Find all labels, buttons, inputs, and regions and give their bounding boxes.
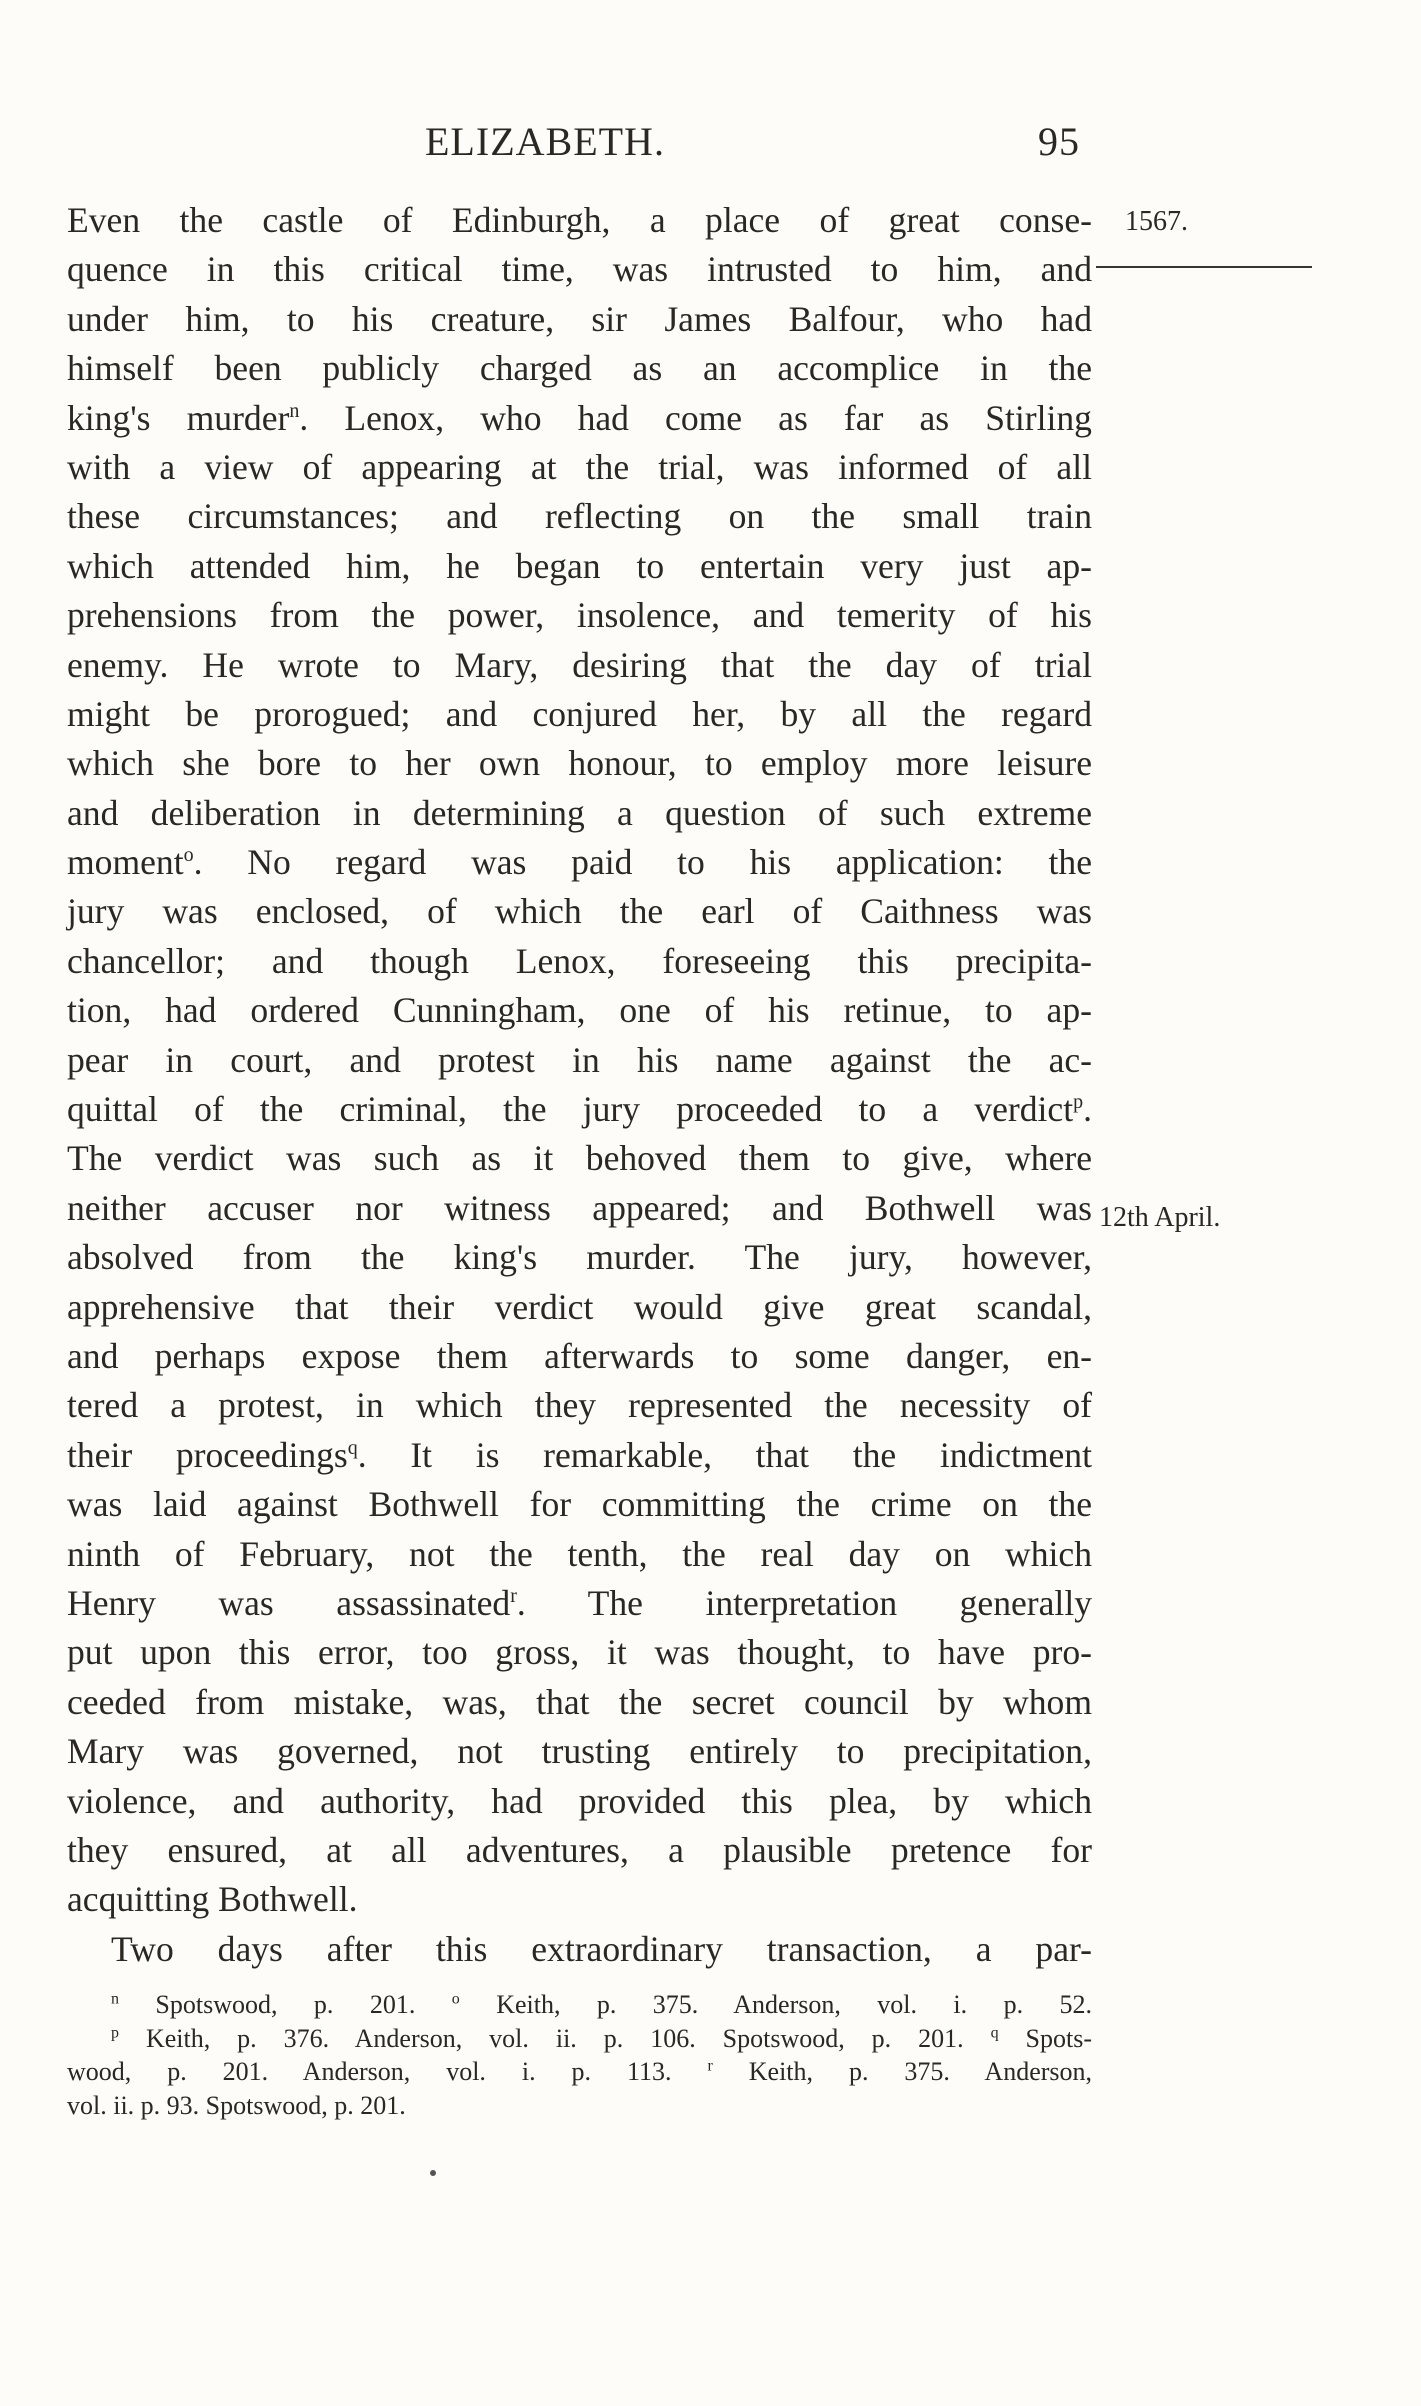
body-line: acquitting Bothwell. xyxy=(67,1879,358,1920)
running-title: ELIZABETH. xyxy=(425,119,665,164)
footnote-text: Keith, p. 375. Anderson, vol. i. p. 52. xyxy=(496,1990,1093,2019)
body-line: Mary was governed, not trusting entirely to precipitation, xyxy=(67,1731,1092,1772)
body-line: The verdict was such as it behoved them to give, where xyxy=(67,1138,1092,1179)
footnote-line xyxy=(67,2055,1092,2089)
body-line: under him, to his creature, sir James Balfour, who had xyxy=(67,298,1092,339)
footnote-mark: o xyxy=(451,1990,460,2008)
body-line: was laid against Bothwell for committing the crime on the xyxy=(67,1484,1092,1525)
footnote-mark: r xyxy=(510,1585,517,1608)
body-line: apprehensive that their verdict would give great scandal, xyxy=(67,1286,1092,1327)
body-line: put upon this error, too gross, it was thought, to have pro- xyxy=(67,1632,1092,1673)
body-text-run: . Lenox, who had come as far as Stirling xyxy=(299,397,1092,438)
page-number: 95 xyxy=(1038,119,1080,164)
body-text-run: . The interpretation generally xyxy=(516,1582,1092,1623)
footnote-entry xyxy=(67,2024,964,2053)
body-line: tered a protest, in which they represented the necessity of xyxy=(67,1385,1092,1426)
body-line xyxy=(67,838,1092,887)
running-header xyxy=(425,118,1080,178)
margin-note-date: 12th April. xyxy=(1099,1202,1221,1233)
body-line: neither accuser nor witness appeared; and Bothwell was xyxy=(67,1187,1092,1228)
body-line xyxy=(67,1085,1092,1134)
footnote-mark: p xyxy=(111,2023,119,2041)
footnote-text: wood, p. 201. Anderson, vol. i. p. 113. xyxy=(67,2057,672,2086)
body-line: they ensured, at all adventures, a plausible pretence for xyxy=(67,1829,1092,1870)
body-line: violence, and authority, had provided this plea, by which xyxy=(67,1780,1092,1821)
body-line: enemy. He wrote to Mary, desiring that the day of trial xyxy=(67,644,1092,685)
body-line: ceeded from mistake, was, that the secret council by whom xyxy=(67,1681,1092,1722)
footnote-text: Keith, p. 376. Anderson, vol. ii. p. 106. Spotswood, p. 201. xyxy=(145,2023,964,2053)
footnote-mark: p xyxy=(1073,1091,1084,1114)
body-line xyxy=(67,1431,1092,1480)
body-text-run: quittal of the criminal, the jury proceeded to a verdict xyxy=(67,1089,1074,1130)
footnote-line: vol. ii. p. 93. Spotswood, p. 201. xyxy=(67,2090,406,2120)
footnote-text: Spotswood, p. 201. xyxy=(155,1990,416,2019)
footnote-entry xyxy=(452,1990,1092,2019)
footnote-line xyxy=(67,1988,1092,2022)
body-line: chancellor; and though Lenox, foreseeing this precipita- xyxy=(67,940,1092,981)
body-line: Two days after this extraordinary transaction, a par- xyxy=(111,1928,1092,1969)
footnotes xyxy=(67,1988,1092,2122)
body-text xyxy=(67,196,1092,1974)
footnote-text: Keith, p. 375. Anderson, xyxy=(748,2057,1093,2086)
body-line: and deliberation in determining a question of such extreme xyxy=(67,792,1092,833)
footnote-text: Spots- xyxy=(1025,2023,1093,2053)
body-text-run: moment xyxy=(67,842,184,883)
body-line: himself been publicly charged as an accomplice in the xyxy=(67,348,1092,389)
body-text-run: . It is remarkable, that the indictment xyxy=(357,1434,1092,1475)
body-text-run: Henry was assassinated xyxy=(67,1582,511,1623)
body-text-run: king's murder xyxy=(67,397,290,438)
footnote-mark: q xyxy=(990,2023,999,2041)
footnote-entry xyxy=(707,2057,1092,2086)
body-line: jury was enclosed, of which the earl of Caithness was xyxy=(67,891,1092,932)
footnote-mark: n xyxy=(111,1990,119,2008)
body-line: and perhaps expose them afterwards to some danger, en- xyxy=(67,1335,1092,1376)
body-line: these circumstances; and reflecting on the small train xyxy=(67,496,1092,537)
body-line: tion, had ordered Cunningham, one of his retinue, to ap- xyxy=(67,990,1092,1031)
body-line: with a view of appearing at the trial, was informed of all xyxy=(67,446,1092,487)
body-line xyxy=(67,394,1092,443)
footnote-entry xyxy=(991,2024,1092,2053)
footnote-mark: q xyxy=(347,1436,358,1459)
body-text-run: . No regard was paid to his application: the xyxy=(193,842,1092,883)
footnote-mark: r xyxy=(707,2057,713,2075)
footnote-mark: o xyxy=(183,844,194,867)
margin-note-year: 1567. xyxy=(1125,206,1188,237)
footnote-mark: n xyxy=(289,399,300,422)
footnote-entry xyxy=(67,1990,415,2019)
body-line: which she bore to her own honour, to employ more leisure xyxy=(67,743,1092,784)
body-line: prehensions from the power, insolence, and temerity of his xyxy=(67,595,1092,636)
body-line: might be prorogued; and conjured her, by all the regard xyxy=(67,693,1092,734)
ink-speck xyxy=(430,2170,436,2176)
footnote-line xyxy=(67,2022,1092,2056)
body-line: which attended him, he began to entertain very just ap- xyxy=(67,545,1092,586)
body-text-run: their proceedings xyxy=(67,1434,348,1475)
body-line: pear in court, and protest in his name against the ac- xyxy=(67,1039,1092,1080)
margin-rule xyxy=(1096,266,1312,268)
body-line: quence in this critical time, was intrusted to him, and xyxy=(67,249,1092,290)
body-text-run: . xyxy=(1083,1089,1092,1130)
body-line xyxy=(67,1579,1092,1628)
body-line: ninth of February, not the tenth, the real day on which xyxy=(67,1533,1092,1574)
body-line: absolved from the king's murder. The jury, however, xyxy=(67,1237,1092,1278)
body-line: Even the castle of Edinburgh, a place of great conse- xyxy=(67,200,1092,240)
